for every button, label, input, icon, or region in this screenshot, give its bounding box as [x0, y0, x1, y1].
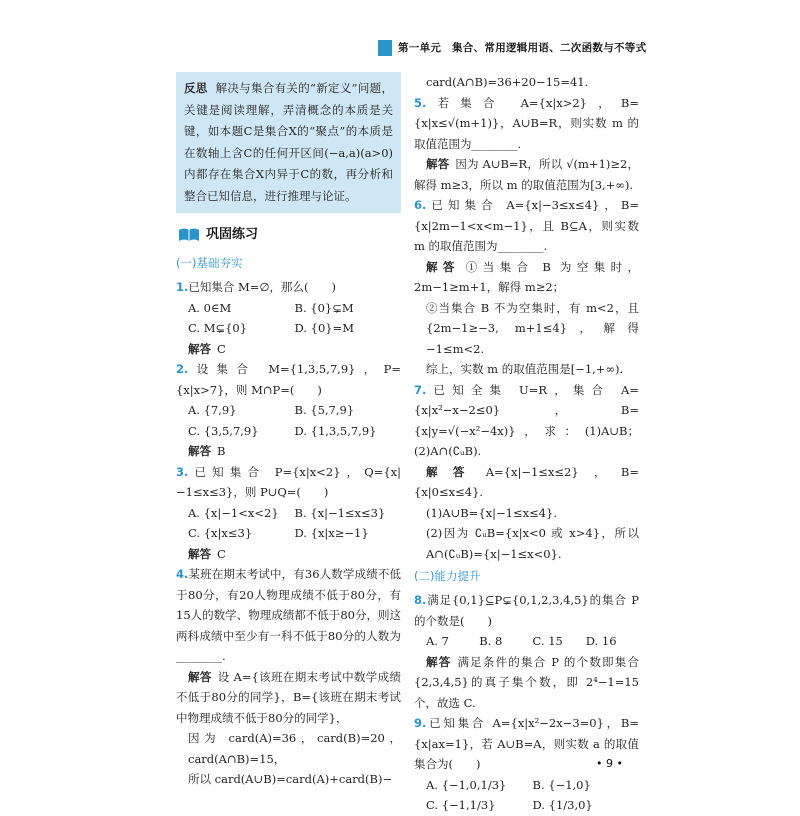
q1-answer: 解答 C [188, 341, 226, 356]
q6-answer-line2: ②当集合 B 不为空集时，有 m<2，且 {2m−1≥−3, m+1≤4}，解得 −1≤m<2. [426, 300, 639, 356]
left-column [176, 72, 401, 790]
q3-options: A. {x|−1<x<2} B. {x|−1≤x≤3} C. {x|x≤3} D. {x|x≥−1} [188, 505, 386, 540]
q9-options: A. {−1,0,1/3} B. {−1,0} C. {−1,1/3} D. {1/3,0} [426, 777, 593, 812]
q6-answer-line3: 综上，实数 m 的取值范围是[−1,+∞). [426, 362, 624, 376]
q5-stem: 5.若集合 A={x|x>2}，B={x|x≤√(m+1)}，A∪B=R，则实数 m 的取值范围为________. [414, 95, 639, 151]
q6-answer: 解答 ①当集合 B 为空集时，2m−1≥m+1，解得 m≥2； [414, 259, 640, 294]
q8-options: A. 7 B. 8 C. 15 D. 16 [426, 634, 617, 648]
section-title: 巩固练习 [206, 227, 259, 242]
q7-stem: 7.已知全集 U=R，集合 A={x|x²−x−2≤0}，B={x|y=√(−x²−4x)}，求：(1)A∪B；(2)A∩(∁ᵤB). [414, 382, 639, 458]
q1-stem: 1.已知集合 M=∅，那么( ) [176, 280, 336, 294]
page-number: • 9 • [596, 757, 623, 770]
q7-answer-line2: (1)A∪B={x|−1≤x≤4}. [426, 505, 557, 520]
book-icon [178, 227, 200, 243]
q2-options: A. {7,9} B. {5,7,9} C. {3,5,7,9} D. {1,3,5,7,9} [188, 403, 377, 438]
q4-answer-line3: 所以 card(A∪B)=card(A)+card(B)− [188, 772, 393, 786]
reflection-text: 解决与集合有关的“新定义”问题，关键是阅读理解，弄清概念的本质是关键，如本题C是集合X的“聚点”的本质是在数轴上含C的任何开区间(−a,a)(a>0)内都存在集合X内异于C的数，再分析和整合已知信息，进行推理与论证。 [184, 81, 393, 203]
subsection-basic: (一)基础夯实 [176, 256, 243, 270]
q2-answer: 解答 B [188, 444, 226, 458]
q8-answer: 解答 满足条件的集合 P 的个数即集合{2,3,4,5}的真子集个数，即 2⁴−1=15 个，故选 C. [414, 654, 639, 710]
q4-answer-line2: 因为 card(A)=36，card(B)=20，card(A∩B)=15， [188, 731, 401, 766]
q8-stem: 8.满足{0,1}⊆P⊊{0,1,2,3,4,5}的集合 P 的个数是( ) [414, 593, 639, 628]
q7-answer: 解答 A={x|−1≤x≤2}，B={x|0≤x≤4}. [414, 464, 640, 499]
q5-answer: 解答 因为 A∪B=R，所以 √(m+1)≥2，解得 m≥3，所以 m 的取值范围为[3,+∞). [414, 157, 639, 192]
q4-stem: 4.某班在期末考试中，有36人数学成绩不低于80分，有20人物理成绩不低于80分，有15人的数学、物理成绩都不低于80分，则这两科成绩中至少有一科不低于80分的人数为________. [176, 567, 401, 663]
q6-stem: 6.已知集合 A={x|−3≤x≤4}，B={x|2m−1<x<m−1}，且 B⊆A，则实数 m 的取值范围为________. [414, 198, 639, 253]
q3-stem: 3.已知集合 P={x|x<2}，Q={x|−1≤x≤3}，则 P∪Q=( ) [176, 464, 401, 499]
q4-answer: 解答 设 A={该班在期末考试中数学成绩不低于80分的同学}，B={该班在期末考试中物理成绩不低于80分的同学}， [176, 669, 401, 725]
subsection-advanced: (二)能力提升 [414, 569, 481, 583]
reflection-label: 反思 [184, 81, 208, 95]
q9-stem: 9.已知集合 A={x|x²−2x−3=0}，B={x|ax=1}，若 A∪B=A，则实数 a 的取值集合为( ) [414, 716, 639, 771]
q3-answer: 解答 C [188, 546, 226, 561]
right-column [414, 72, 639, 816]
reflection-box [176, 72, 401, 213]
q1-options: A. 0∈M B. {0}⊊M C. M⊊{0} D. {0}=M [188, 300, 354, 335]
header-title: 第一单元 集合、常用逻辑用语、二次函数与不等式 [392, 40, 652, 56]
q7-answer-line3: (2)因为 ∁ᵤB={x|x<0 或 x>4}，所以 A∩(∁ᵤB)={x|−1≤x<0}. [426, 526, 639, 561]
q4-answer-continued: card(A∩B)=36+20−15=41. [426, 75, 589, 89]
section-heading [176, 221, 401, 249]
q2-stem: 2.设集合 M={1,3,5,7,9}，P={x|x>7}，则 M∩P=( ) [176, 362, 401, 397]
